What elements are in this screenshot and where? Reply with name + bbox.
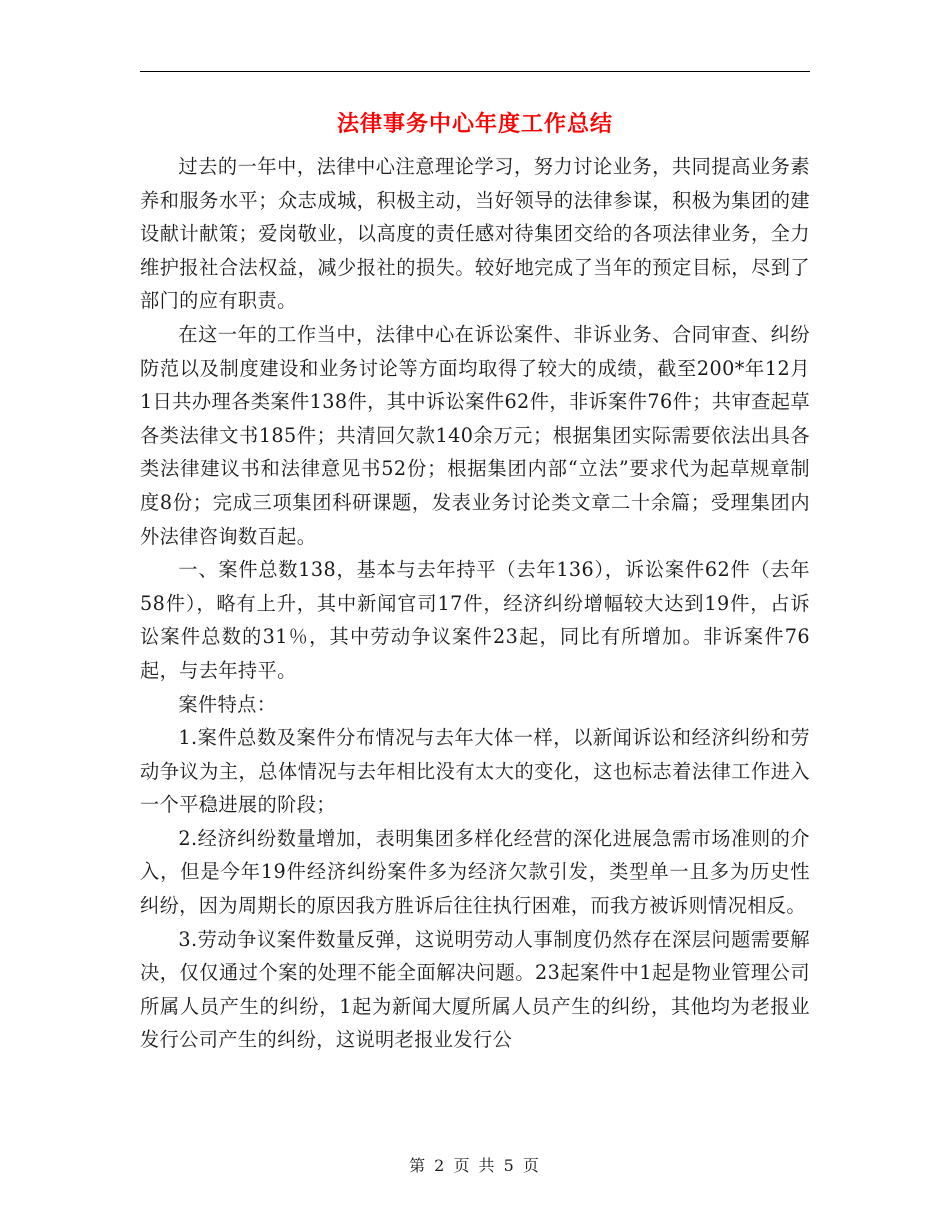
paragraph-feature-2: 2.经济纠纷数量增加，表明集团多样化经营的深化进展急需市场准则的介入，但是今年19件经济纠纷案件多为经济欠款引发，类型单一且多为历史性纠纷，因为周期长的原因我方胜诉后往往执行困难，而我方被诉则情况相反。	[140, 826, 810, 918]
paragraph-feature-1: 1.案件总数及案件分布情况与去年大体一样，以新闻诉讼和经济纠纷和劳动争议为主，总体情况与去年相比没有太大的变化，这也标志着法律工作进入一个平稳进展的阶段；	[140, 726, 810, 817]
header-rule	[140, 71, 810, 72]
paragraph-feature-3: 3.劳动争议案件数量反弹，这说明劳动人事制度仍然存在深层问题需要解决，仅仅通过个案的处理不能全面解决问题。23起案件中1起是物业管理公司所属人员产生的纠纷，1起为新闻大厦所属人员产生的纠纷，其他均为老报业发行公司产生的纠纷，这说明老报业发行公	[140, 927, 810, 1052]
page-number: 第 2 页 共 5 页	[409, 1156, 541, 1175]
paragraph-intro: 过去的一年中，法律中心注意理论学习，努力讨论业务，共同提高业务素养和服务水平；众志成城，积极主动，当好领导的法律参谋，积极为集团的建设献计献策；爱岗敬业，以高度的责任感对待集团交给的各项法律业务，全力维护报社合法权益，减少报社的损失。较好地完成了当年的预定目标，尽到了部门的应有职责。	[140, 155, 810, 313]
document-body	[140, 150, 810, 1057]
paragraph-case-features-heading: 案件特点：	[178, 692, 277, 716]
paragraph-achievements: 在这一年的工作当中，法律中心在诉讼案件、非诉业务、合同审查、纠纷防范以及制度建设和业务讨论等方面均取得了较大的成绩，截至200*年12月1日共办理各类案件138件，其中诉讼案件62件，非诉案件76件；共审查起草各类法律文书185件；共清回欠款140余万元；根据集团实际需要依法出具各类法律建议书和法律意见书52份；根据集团内部“立法”要求代为起草规章制度8份；完成三项集团科研课题，发表业务讨论类文章二十余篇；受理集团内外法律咨询数百起。	[140, 322, 810, 548]
document-title: 法律事务中心年度工作总结	[336, 111, 613, 137]
paragraph-case-totals: 一、案件总数138，基本与去年持平（去年136），诉讼案件62件（去年58件），略有上升，其中新闻官司17件，经济纠纷增幅较大达到19件，占诉讼案件总数的31％，其中劳动争议案件23起，同比有所增加。非诉案件76起，与去年持平。	[140, 558, 810, 682]
